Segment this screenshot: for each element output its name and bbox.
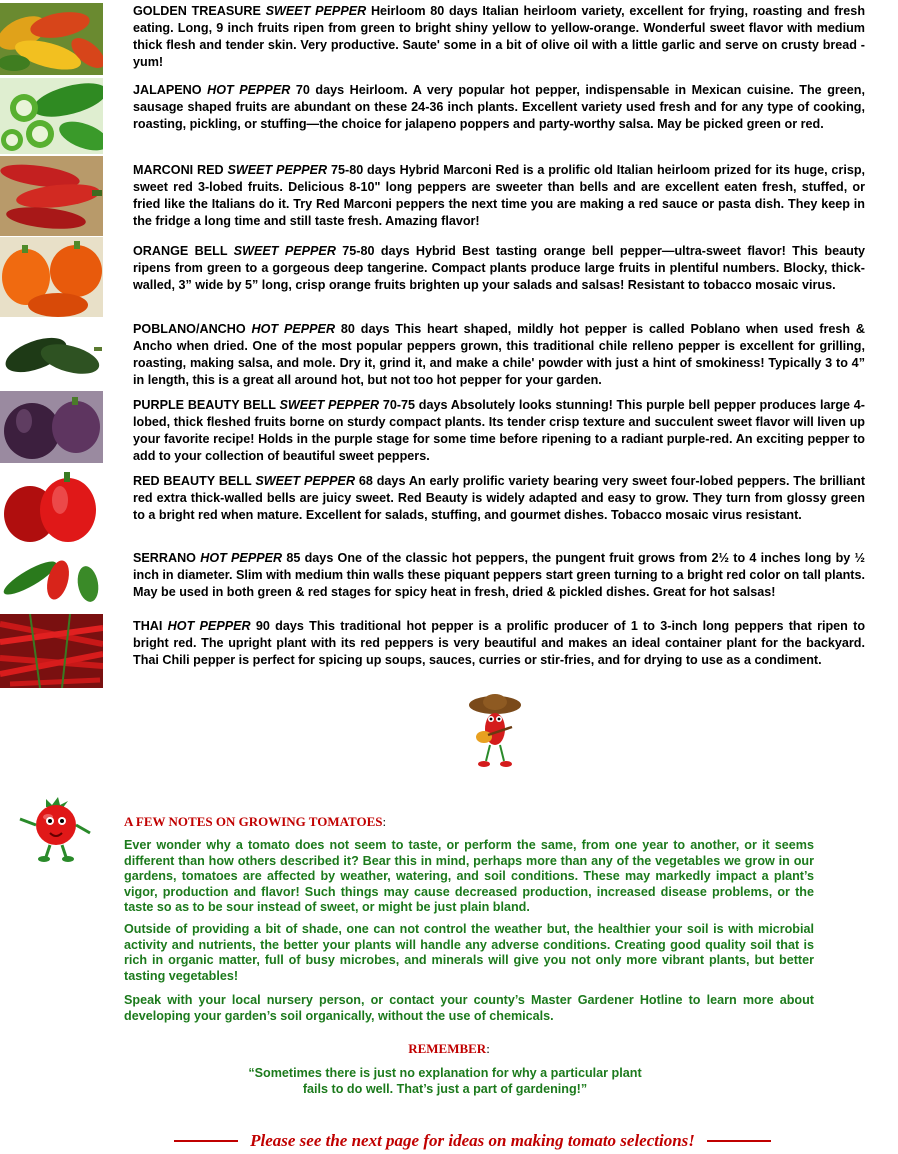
pepper-type: SWEET PEPPER: [279, 398, 380, 412]
pepper-photo-icon: [0, 614, 103, 688]
tomato-notes-heading-text: A FEW NOTES ON GROWING TOMATOES: [124, 814, 383, 829]
pepper-entry-golden-treasure: [0, 3, 898, 75]
jalapeno-description: [133, 82, 865, 133]
pepper-name: JALAPENO: [133, 83, 202, 97]
thai-description: [133, 618, 865, 669]
poblano-photo: [0, 327, 103, 383]
pepper-photo-icon: [0, 391, 103, 463]
pepper-name: GOLDEN TREASURE: [133, 4, 261, 18]
heading-colon: :: [382, 814, 387, 829]
pepper-photo-icon: [0, 237, 103, 317]
pepper-type: SWEET PEPPER: [233, 244, 336, 258]
serrano-description: [133, 550, 865, 601]
pepper-type: SWEET PEPPER: [265, 4, 367, 18]
chili-guitar-mascot-icon: [466, 693, 524, 771]
jalapeno-photo: [0, 78, 103, 154]
red-beauty-description: [133, 473, 865, 524]
pepper-entry-serrano: [0, 550, 898, 608]
remember-colon: :: [486, 1041, 490, 1056]
footer-rule-right: [707, 1140, 771, 1142]
golden-treasure-description: [133, 3, 865, 71]
orange-bell-photo: [0, 237, 103, 317]
next-page-footer: [100, 1130, 845, 1152]
tomato-note-paragraph: Speak with your local nursery person, or contact your county’s Master Gardener Hotline to learn more about developing your garden’s soil organically, without the use of chemicals.: [124, 993, 814, 1023]
pepper-name: ORANGE BELL: [133, 244, 228, 258]
purple-beauty-photo: [0, 391, 103, 463]
pepper-details: 70 days Heirloom. A very popular hot pepper, indispensable in Mexican cuisine. The green, sausage shaped fruits are abundant on these 24-36 inch plants. Excellent variety used fresh and for any type of cooking, roasting, pickling, or stuffing—the choice for jalapeno poppers and party-worthy salsa. May be picked green or red.: [133, 83, 865, 131]
pepper-photo-icon: [0, 470, 103, 546]
pepper-name: MARCONI RED: [133, 163, 224, 177]
pepper-entry-marconi-red: [0, 162, 898, 234]
pepper-type: HOT PEPPER: [167, 619, 251, 633]
pepper-details: Heirloom 80 days Italian heirloom variety, excellent for frying, roasting and fresh eating. Long, 9 inch fruits ripen from green to bright shiny yellow to yellow-orange. Wonderful sweet flavor with medium thick flesh and tender skin. Very productive. Saute' some in a bit of olive oil with a little garlic and serve on crusty bread - yum!: [133, 4, 866, 69]
orange-bell-description: [133, 243, 865, 294]
pepper-type: SWEET PEPPER: [255, 474, 356, 488]
remember-heading: [0, 1041, 898, 1057]
pepper-name: RED BEAUTY BELL: [133, 474, 252, 488]
marconi-red-photo: [0, 156, 103, 236]
pepper-entry-poblano: [0, 321, 898, 389]
pepper-type: SWEET PEPPER: [227, 163, 328, 177]
pepper-name: SERRANO: [133, 551, 196, 565]
pepper-type: HOT PEPPER: [207, 83, 291, 97]
tomato-note-paragraph: Outside of providing a bit of shade, one can not control the weather but, the healthier your soil is with microbial activity and nutrients, the better your plants will handle any adverse conditions. Creating good quality soil that is rich in organic matter, full of busy microbes, and minerals will give you not only more vibrant plants, but better tasting vegetables!: [124, 922, 814, 983]
pepper-entry-orange-bell: [0, 243, 898, 315]
pepper-details: 68 days An early prolific variety bearing very sweet four-lobed peppers. The brilliant red extra thick-walled bells are juicy sweet. Red Beauty is widely adapted and easy to grow. They turn from glossy green to a bright red when mature. Excellent for salads, stuffing, and gourmet dishes. Tobacco mosaic virus resistant.: [133, 474, 866, 522]
serrano-photo: [0, 548, 103, 608]
poblano-description: [133, 321, 865, 389]
golden-treasure-photo: [0, 3, 103, 75]
pepper-type: HOT PEPPER: [251, 322, 336, 336]
pepper-photo-icon: [0, 78, 103, 154]
purple-beauty-description: [133, 397, 865, 465]
footer-rule-left: [174, 1140, 238, 1142]
pepper-details: 75-80 days Hybrid Marconi Red is a prolific old Italian heirloom prized for its huge, crisp, sweet red 3-lobed fruits. Delicious 8-10" long peppers are sweeter than bells and are excellent eaten fresh, stuffed, or fried like the Italians do it. Try Red Marconi peppers the next time you are making a red sauce or pasta dish. They keep in the fridge a long time and still taste fresh. Amazing flavor!: [133, 163, 866, 228]
quote-line: fails to do well. That’s just a part of gardening!”: [302, 1082, 588, 1096]
pepper-name: THAI: [133, 619, 163, 633]
quote-line: “Sometimes there is just no explanation for why a particular plant: [248, 1066, 642, 1080]
pepper-details: 85 days One of the classic hot peppers, the pungent fruit grows from 2½ to 4 inches long by ½ inch in diameter. Slim with medium thin walls these piquant peppers start green turning to a bright red color on tall plants. May be used in both green & red stages for spicy heat in fresh, dried & pickled dishes. Great for hot salsas!: [133, 551, 866, 599]
marconi-red-description: [133, 162, 865, 230]
pepper-details: 75-80 days Hybrid Best tasting orange bell pepper—ultra-sweet flavor! This beauty ripens from green to a gorgeous deep tangerine. Compact plants produce large fruits in plentiful numbers. Blocky, thick-walled, 3” wide by 5” long, crisp orange fruits brighten up your salads and salsas! Resistant to tobacco mosaic virus.: [133, 244, 866, 292]
gardening-quote: [240, 1065, 650, 1097]
pepper-entry-thai: [0, 618, 898, 690]
pepper-entry-jalapeno: [0, 82, 898, 154]
pepper-photo-icon: [0, 548, 103, 608]
pepper-details: 80 days This heart shaped, mildly hot pepper is called Poblano when used fresh & Ancho when dried. One of the most popular peppers grown, this traditional chile relleno pepper is excellent for grilling, roasting, making salsa, and mole. Dry it, grind it, and make a chile' powder with just a hint of smokiness! Typically 3 to 4” in length, this is a great all around hot, but not too hot pepper for your garden.: [133, 322, 866, 387]
pepper-details: 70-75 days Absolutely looks stunning! This purple bell pepper produces large 4-lobed, thick fleshed fruits borne on sturdy compact plants. Its tender crisp texture and succulent sweet flavor will liven up your favorite recipe! Holds in the purple stage for some time before ripening to a radiant purple-red. An exciting pepper to add to your collection of beautiful sweet peppers.: [133, 398, 865, 463]
remember-heading-text: REMEMBER: [408, 1041, 487, 1056]
red-beauty-photo: [0, 470, 103, 546]
pepper-details: 90 days This traditional hot pepper is a prolific producer of 1 to 3-inch long peppers that ripen to bright red. The upright plant with its red peppers is very beautiful and makes an ideal container plant for the backyard. Thai Chili pepper is perfect for spicing up soups, sauces, curries or stir-fries, and for drying to use as a condiment.: [133, 619, 866, 667]
pepper-photo-icon: [0, 3, 103, 75]
tomato-note-paragraph: Ever wonder why a tomato does not seem to taste, or perform the same, from one year to another, or it seems different than how others described it? Bear this in mind, perhaps more than any of the vegetables we grow in our gardens, tomatoes are affected by weather, watering, and soil conditions. These may markedly impact a plant’s vigor, production and flavor! Such things may cause decreased production, increased disease problems, or the taste so as to be sour instead of sweet, or might be just plain bland.: [124, 838, 814, 914]
thai-photo: [0, 614, 103, 688]
pepper-name: POBLANO/ANCHO: [133, 322, 246, 336]
tomato-mascot-icon: [12, 793, 96, 863]
pepper-entry-purple-beauty: [0, 397, 898, 469]
pepper-photo-icon: [0, 327, 103, 383]
tomato-notes-heading: [124, 814, 386, 830]
footer-text: Please see the next page for ideas on making tomato selections!: [250, 1131, 695, 1150]
pepper-type: HOT PEPPER: [200, 551, 283, 565]
pepper-name: PURPLE BEAUTY BELL: [133, 398, 276, 412]
pepper-entry-red-beauty: [0, 473, 898, 545]
pepper-photo-icon: [0, 156, 103, 236]
